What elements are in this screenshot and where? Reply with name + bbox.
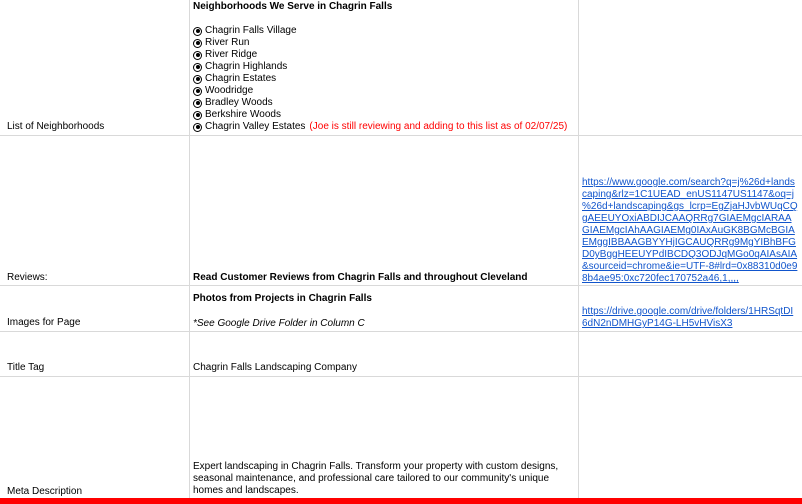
row-divider <box>0 376 802 377</box>
row-divider <box>0 285 802 286</box>
radio-bullet-icon <box>193 87 202 96</box>
neighborhood-name: River Ridge <box>205 49 258 60</box>
neighborhood-item <box>193 49 573 61</box>
neighborhood-item <box>193 25 573 37</box>
meta-description-line: Expert landscaping in Chagrin Falls. Transform your property with custom designs, <box>193 461 559 472</box>
neighborhood-item <box>193 85 573 97</box>
link-text-line[interactable]: caping&rlz=1C1UEAD_enUS1147US1147&oq=j <box>582 189 794 200</box>
neighborhood-name: River Run <box>205 37 250 48</box>
reviews-link-cell[interactable] <box>582 177 798 285</box>
link-text-line[interactable]: https://www.google.com/search?q=j%26d+lands <box>582 177 795 188</box>
neighborhood-item <box>193 97 573 109</box>
google-reviews-link[interactable] <box>582 177 798 285</box>
review-status-note: (Joe is still reviewing and adding to this list as of 02/07/25) <box>309 121 568 132</box>
meta-description-cell[interactable] <box>193 461 573 497</box>
neighborhood-name: Woodridge <box>205 85 254 96</box>
neighborhood-item <box>193 61 573 73</box>
link-text-line[interactable]: GIAEMgcIAhAAGIAEMg0IAxAuGK8BGMcBGIA <box>582 225 795 236</box>
bottom-red-bar <box>0 498 802 504</box>
row-label-neighborhoods[interactable]: List of Neighborhoods <box>7 121 105 132</box>
neighborhood-item <box>193 73 573 85</box>
link-text-line[interactable]: &sourceid=chrome&ie=UTF-8#lrd=0x88310d0e9 <box>582 261 798 272</box>
row-label-meta[interactable]: Meta Description <box>7 486 83 497</box>
link-text-line[interactable]: 8b4ae95:0xc720fec170752a46,1,,,, <box>582 273 739 284</box>
radio-bullet-icon <box>193 75 202 84</box>
title-tag-text[interactable]: Chagrin Falls Landscaping Company <box>193 362 357 373</box>
neighborhood-name: Chagrin Estates <box>205 73 277 84</box>
link-text-line[interactable]: https://drive.google.com/drive/folders/1HRSqtDI <box>582 306 794 317</box>
row-label-title-tag[interactable]: Title Tag <box>7 362 45 373</box>
row-divider <box>0 135 802 136</box>
radio-bullet-icon <box>193 99 202 108</box>
neighborhood-list <box>193 25 573 133</box>
neighborhood-name: Chagrin Falls Village <box>205 25 297 36</box>
neighborhoods-cell[interactable] <box>193 1 573 133</box>
neighborhood-item <box>193 109 573 121</box>
row-divider <box>0 331 802 332</box>
neighborhood-name: Bradley Woods <box>205 97 273 108</box>
meta-description-text <box>193 461 573 497</box>
radio-bullet-icon <box>193 27 202 36</box>
link-text-line[interactable]: EMggIBBAAGBYYHjIGCAUQRRg9MgYIBhBFG <box>582 237 796 248</box>
drive-folder-link[interactable] <box>582 306 798 330</box>
images-link-cell[interactable] <box>582 306 798 330</box>
images-heading[interactable]: Photos from Projects in Chagrin Falls <box>193 293 372 304</box>
row-label-images[interactable]: Images for Page <box>7 317 81 328</box>
neighborhood-name: Chagrin Highlands <box>205 61 288 72</box>
neighborhood-item <box>193 121 573 133</box>
radio-bullet-icon <box>193 39 202 48</box>
neighborhood-name: Berkshire Woods <box>205 109 281 120</box>
link-text-line[interactable]: gAEEUYOxiABDIJCAAQRRg7GIAEMgcIARAA <box>582 213 792 224</box>
images-note[interactable]: *See Google Drive Folder in Column C <box>193 318 365 329</box>
neighborhood-item <box>193 37 573 49</box>
meta-description-line: homes and landscapes. <box>193 485 299 496</box>
radio-bullet-icon <box>193 63 202 72</box>
link-text-line[interactable]: 6dN2nDMHGyP14G-LH5vHVisX3 <box>582 318 733 329</box>
reviews-text[interactable]: Read Customer Reviews from Chagrin Falls and throughout Cleveland <box>193 272 528 283</box>
neighborhood-name: Chagrin Valley Estates <box>205 121 306 132</box>
neighborhoods-heading: Neighborhoods We Serve in Chagrin Falls <box>193 1 393 12</box>
row-label-reviews[interactable]: Reviews: <box>7 272 48 283</box>
radio-bullet-icon <box>193 111 202 120</box>
link-text-line[interactable]: %26d+landscaping&gs_lcrp=EgZjaHJvbWUqCQ <box>582 201 798 212</box>
column-divider-b-c <box>578 0 579 498</box>
link-text-line[interactable]: D0yBggHEEUYPdIBCDQ3ODJqMGo0qAIAsAIA <box>582 249 798 260</box>
radio-bullet-icon <box>193 51 202 60</box>
radio-bullet-icon <box>193 123 202 132</box>
meta-description-line: seasonal maintenance, and professional care tailored to our community's unique <box>193 473 550 484</box>
column-divider-a-b <box>189 0 190 498</box>
